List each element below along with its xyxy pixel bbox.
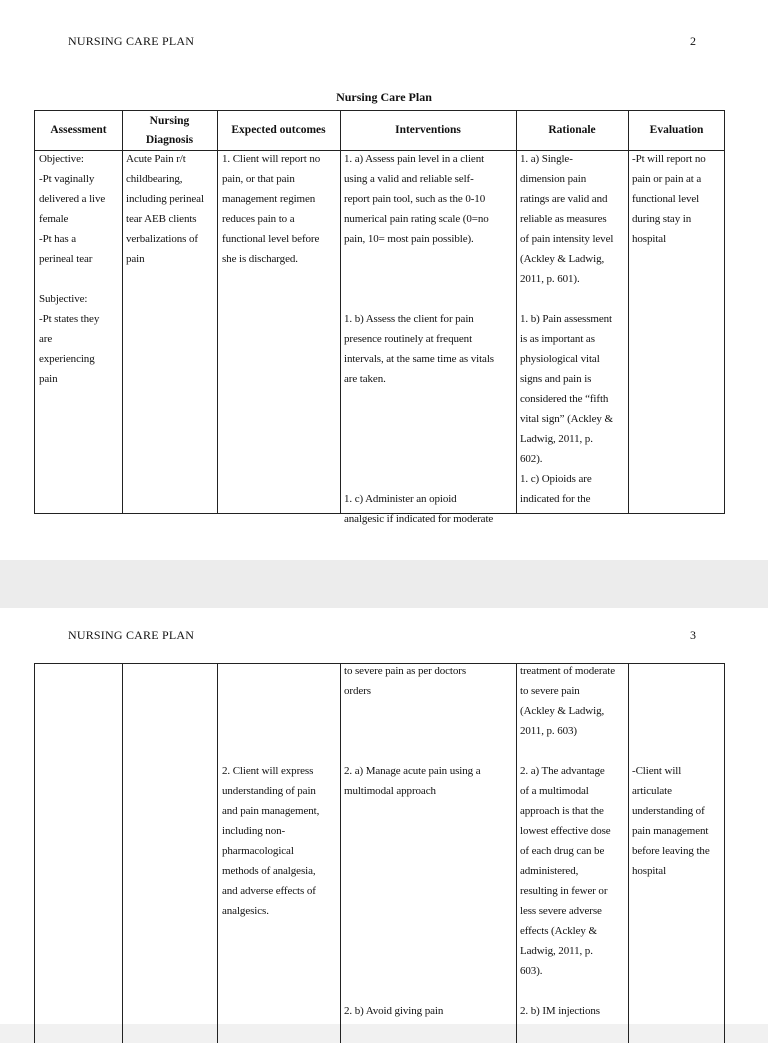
cell-rationale: 1. a) Single- dimension pain ratings are valid and reliable as measures of pain intensity level (Ackley & Ladwig, 2011, p. 601). 1. b) Pain assessment is as important as physiological vital signs and pain is considered the “fifth vital sign” (Ackley & Ladwig, 2011, p. 602). 1. c) Opioids are indicated for the (520, 153, 614, 505)
page-number: 3 (690, 628, 696, 642)
running-head: NURSING CARE PLAN (68, 628, 195, 642)
document-page-3 (0, 608, 768, 1024)
cell-expected-outcomes-2: 2. Client will express understanding of pain and pain management, including non- pharmacological methods of analgesia, and adverse effects of analgesics. (222, 765, 320, 917)
cell-nursing-diagnosis: Acute Pain r/t childbearing, including perineal tear AEB clients verbalizations of pain (126, 153, 204, 265)
cell-assessment: Objective: -Pt vaginally delivered a live female -Pt has a perineal tear Subjective: -Pt states they are experiencing pain (39, 153, 106, 385)
cell-evaluation-2: -Client will articulate understanding of pain management before leaving the hospital (632, 765, 710, 877)
header-evaluation: Evaluation (649, 124, 704, 136)
cell-evaluation: -Pt will report no pain or pain at a functional level during stay in hospital (632, 153, 706, 245)
header-interventions: Interventions (395, 124, 461, 136)
cell-interventions-continued: to severe pain as per doctors orders (344, 665, 467, 697)
header-expected-outcomes: Expected outcomes (231, 124, 326, 136)
care-plan-table (34, 110, 725, 525)
table-title: Nursing Care Plan (336, 90, 432, 104)
cell-rationale-continued: treatment of moderate to severe pain (Ackley & Ladwig, 2011, p. 603) (520, 665, 616, 737)
header-rationale: Rationale (548, 124, 596, 136)
page-separator (0, 560, 768, 608)
cell-interventions-2: 2. a) Manage acute pain using a multimodal approach 2. b) Avoid giving pain (344, 765, 481, 1017)
running-head: NURSING CARE PLAN (68, 34, 195, 48)
cell-rationale-2: 2. a) The advantage of a multimodal approach is that the lowest effective dose of each drug can be administered, resulting in fewer or less severe adverse effects (Ackley & Ladwig, 2011, p. 603). 2. b) IM injections (520, 765, 611, 1017)
page-number: 2 (690, 34, 696, 48)
cell-expected-outcomes: 1. Client will report no pain, or that pain management regimen reduces pain to a functional level before she is discharged. (222, 153, 321, 265)
header-assessment: Assessment (50, 124, 107, 136)
header-nursing-diagnosis: Nursing Diagnosis (145, 114, 194, 146)
cell-interventions: 1. a) Assess pain level in a client using a valid and reliable self- report pain tool, such as the 0-10 numerical pain rating scale (0=no pain, 10= most pain possible). 1. b) Assess the client for pain presence routinely at frequent intervals, at the same time as vitals are taken. 1. c) Administer an opioid analgesic if indicated for moderate (344, 153, 494, 525)
care-plan-table-continued (34, 663, 725, 1043)
